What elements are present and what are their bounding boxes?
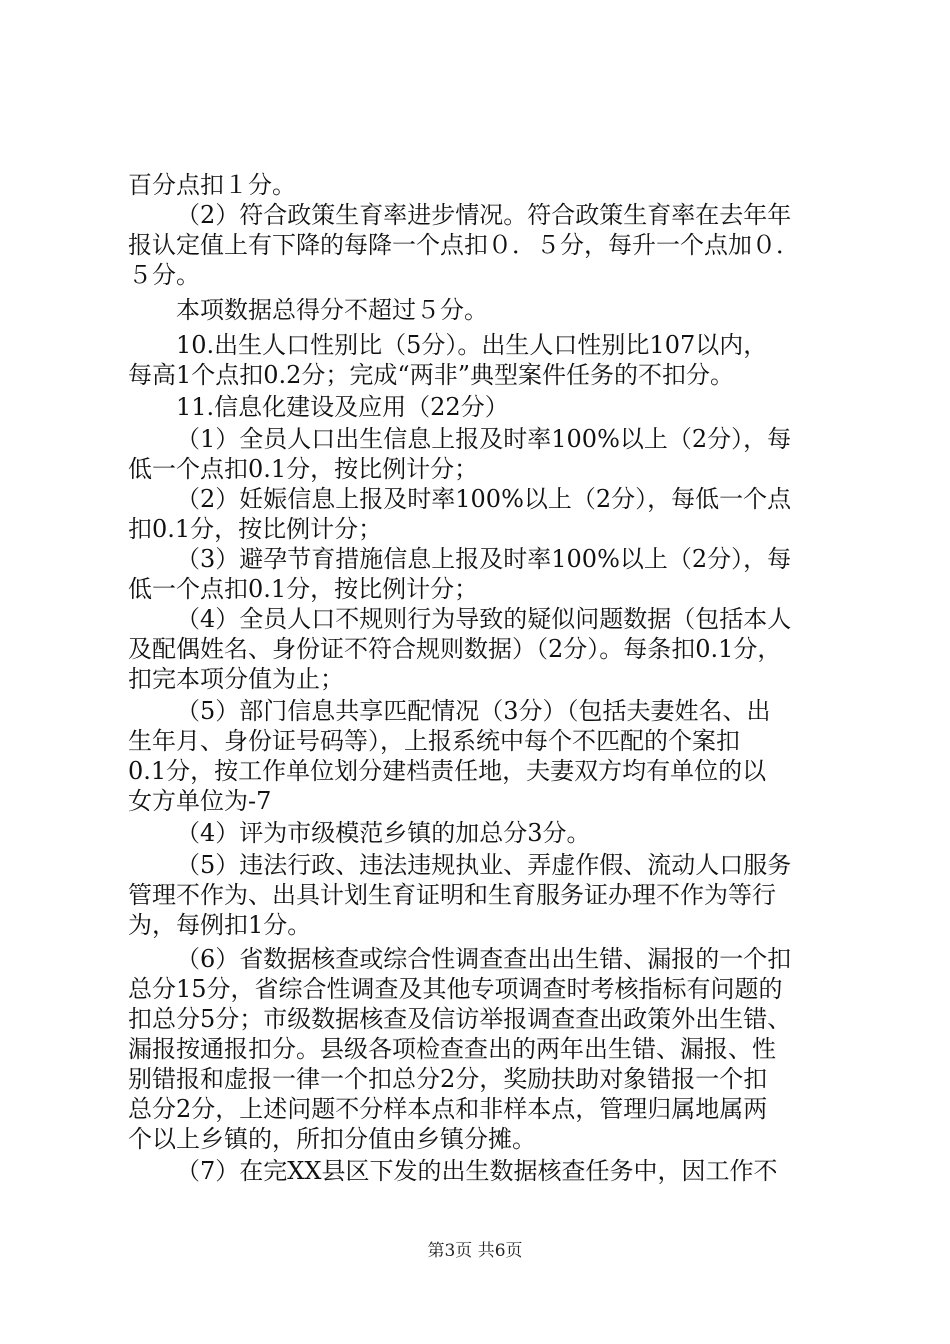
text-line: （3）避孕节育措施信息上报及时率100%以上（2分），每 — [176, 545, 792, 573]
text-line: （4）全员人口不规则行为导致的疑似问题数据（包括本人 — [176, 605, 792, 633]
text-line: 11.信息化建设及应用（22分） — [176, 393, 509, 421]
text-line: 0.1分，按工作单位划分建档责任地，夫妻双方均有单位的以 — [128, 757, 767, 785]
text-line: （1）全员人口出生信息上报及时率100%以上（2分），每 — [176, 425, 792, 453]
text-line: 女方单位为-7 — [128, 787, 272, 815]
text-line: 管理不作为、出具计划生育证明和生育服务证办理不作为等行 — [128, 881, 776, 909]
text-line: （5）部门信息共享匹配情况（3分）（包括夫妻姓名、出 — [176, 697, 771, 725]
text-line: 为，每例扣1分。 — [128, 911, 312, 939]
text-line: ５分。 — [128, 261, 200, 289]
text-line: 总分2分，上述问题不分样本点和非样本点，管理归属地属两 — [128, 1095, 768, 1123]
text-line: 扣0.1分，按比例计分； — [128, 515, 383, 543]
text-line: （4）评为市级模范乡镇的加总分3分。 — [176, 819, 591, 847]
text-line: 扣完本项分值为止； — [128, 665, 344, 693]
text-line: 总分15分，省综合性调查及其他专项调查时考核指标有问题的 — [128, 975, 783, 1003]
text-line: 及配偶姓名、身份证不符合规则数据）（2分）。每条扣0.1分， — [128, 635, 782, 663]
text-line: （2）符合政策生育率进步情况。符合政策生育率在去年年 — [176, 201, 792, 229]
text-line: 生年月、身份证号码等），上报系统中每个不匹配的个案扣 — [128, 727, 740, 755]
text-line: （2）妊娠信息上报及时率100%以上（2分），每低一个点 — [176, 485, 792, 513]
text-line: 每高1个点扣0.2分；完成“两非”典型案件任务的不扣分。 — [128, 361, 734, 389]
text-line: 百分点扣１分。 — [128, 171, 296, 199]
text-line: 本项数据总得分不超过５分。 — [176, 296, 488, 324]
text-line: 漏报按通报扣分。县级各项检查查出的两年出生错、漏报、性 — [128, 1035, 776, 1063]
text-line: 扣总分5分；市级数据核查及信访举报调查查出政策外出生错、 — [128, 1005, 792, 1033]
text-line: 低一个点扣0.1分，按比例计分； — [128, 575, 479, 603]
text-line: 低一个点扣0.1分，按比例计分； — [128, 455, 479, 483]
text-line: 别错报和虚报一律一个扣总分2分，奖励扶助对象错报一个扣 — [128, 1065, 768, 1093]
page-number-footer: 第3页 共6页 — [427, 1241, 523, 1261]
text-line: 个以上乡镇的，所扣分值由乡镇分摊。 — [128, 1125, 536, 1153]
text-line: 报认定值上有下降的每降一个点扣０．５分，每升一个点加０． — [128, 231, 800, 259]
text-line: 10.出生人口性别比（5分）。出生人口性别比107以内， — [176, 331, 768, 359]
text-line: （7）在完XX县区下发的出生数据核查任务中，因工作不 — [176, 1157, 778, 1185]
text-line: （6）省数据核查或综合性调查查出出生错、漏报的一个扣 — [176, 945, 792, 973]
text-line: （5）违法行政、违法违规执业、弄虚作假、流动人口服务 — [176, 851, 792, 879]
